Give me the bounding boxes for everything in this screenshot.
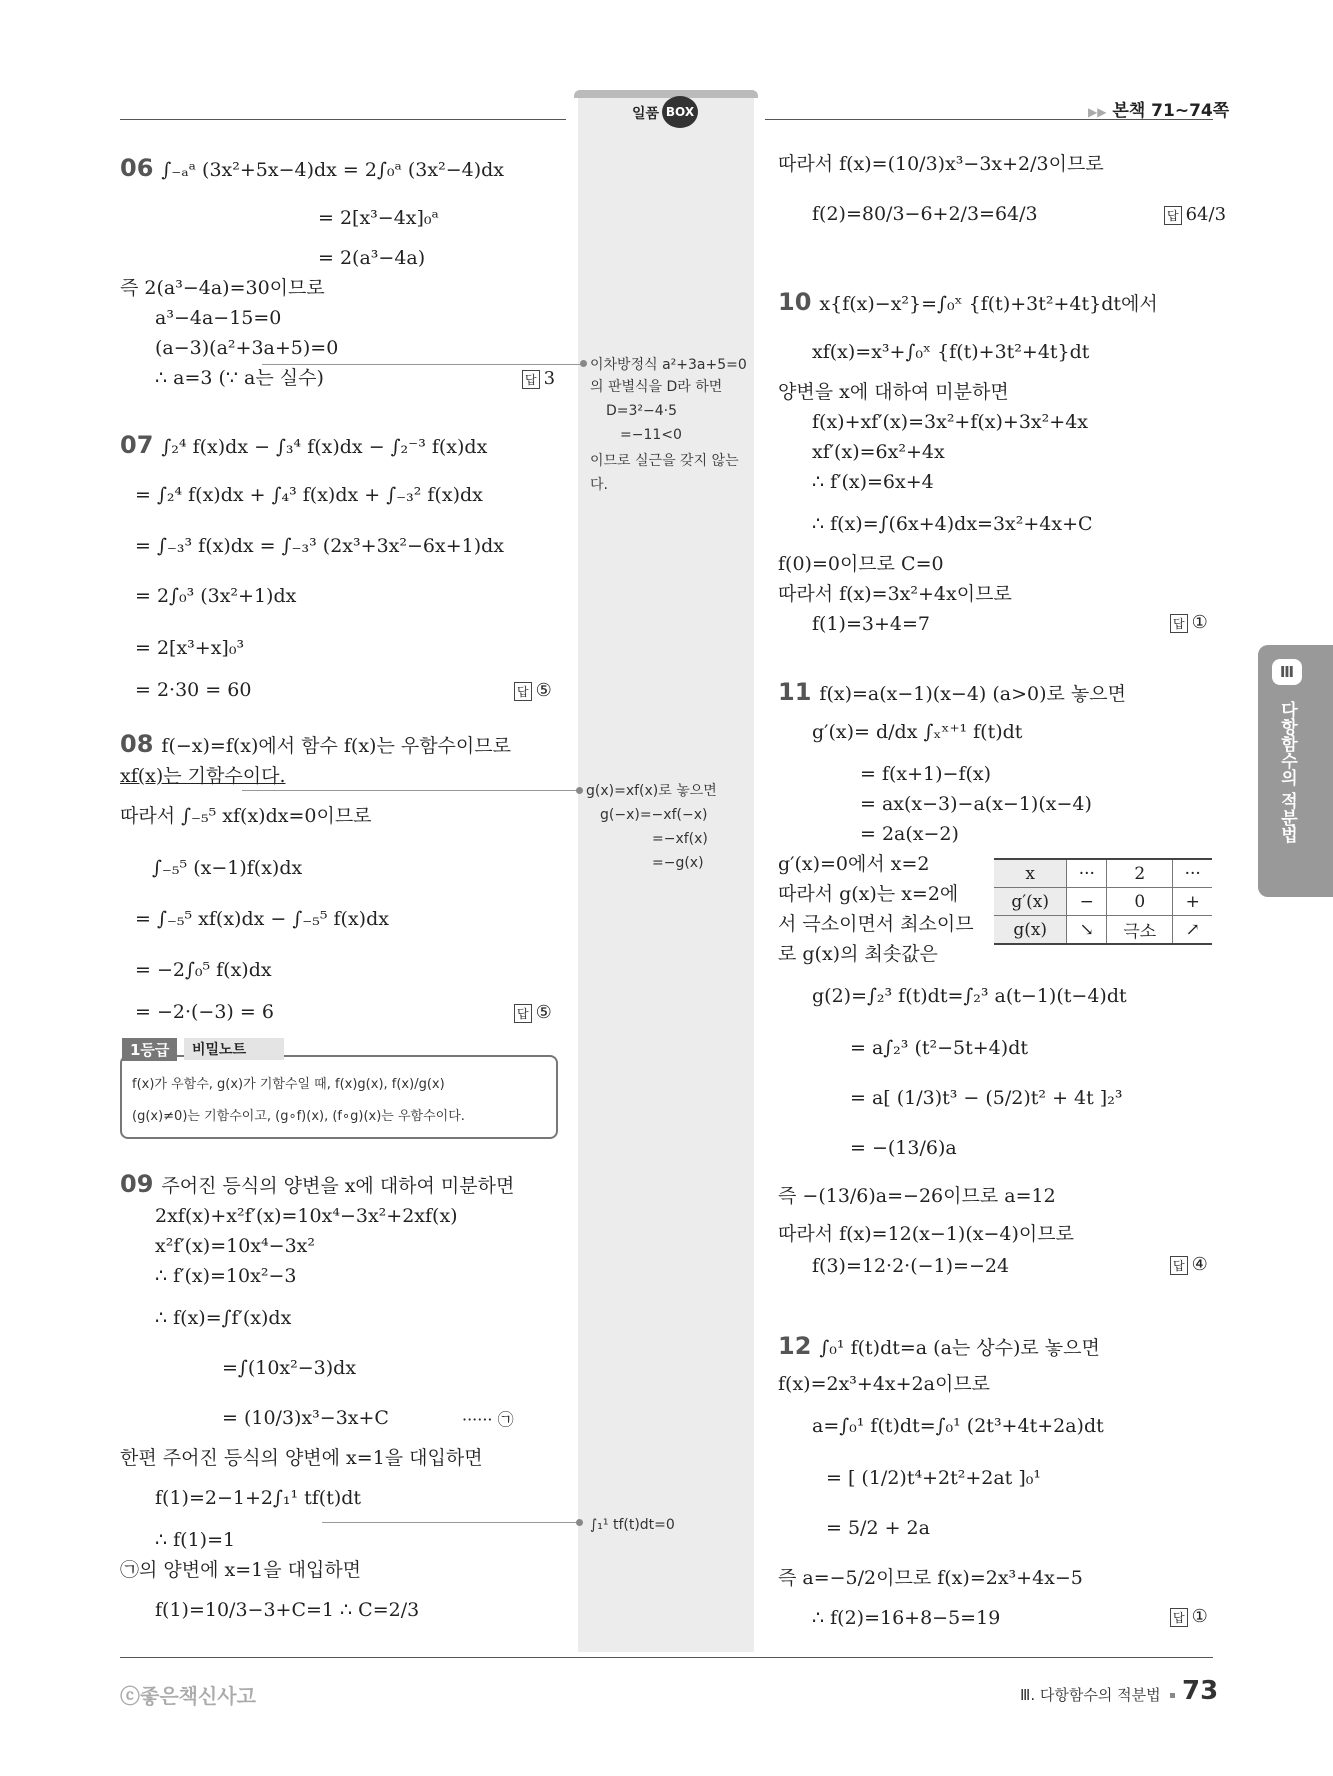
secret-note-line-2: (g(x)≠0)는 기함수이고, (g∘f)(x), (f∘g)(x)는 우함수이다. (132, 1109, 465, 1124)
p09-line-6: = (10/3)x³−3x+C (222, 1407, 389, 1429)
p07-line-3: = 2∫₀³ (3x²+1)dx (135, 585, 297, 607)
sign-cell: 2 (1107, 859, 1173, 888)
side-tab[interactable] (1258, 645, 1333, 897)
p10-number: 10 (778, 288, 812, 316)
side-note-2-line-2: =−xf(x) (652, 831, 708, 847)
p09-connector (322, 1522, 582, 1523)
p06-line-3: 즉 2(a³−4a)=30이므로 (120, 277, 325, 299)
secret-note-grade: 1등급 (122, 1038, 177, 1061)
p09-line-10: ㉠의 양변에 x=1을 대입하면 (120, 1559, 362, 1581)
secret-note-title: 비밀노트 (184, 1038, 284, 1060)
p10-line-3: f(x)+xf′(x)=3x²+f(x)+3x²+4x (812, 411, 1088, 433)
page-ref-prefix: 본책 (1112, 101, 1146, 121)
p11-line-7: 서 극소이면서 최소이므 (778, 913, 974, 935)
p08-number: 08 (120, 730, 154, 758)
p06-line-0: 06 ∫₋ₐᵃ (3x²+5x−4)dx = 2∫₀ᵃ (3x²−4)dx (120, 154, 504, 182)
p09-line-7: 한편 주어진 등식의 양변에 x=1을 대입하면 (120, 1447, 483, 1469)
p09b-answer: 답 64/3 (1164, 204, 1226, 225)
note1-dot (580, 360, 587, 367)
p12-line-1: f(x)=2x³+4x+2a이므로 (778, 1373, 991, 1395)
page-ref-pages: 71~74쪽 (1151, 101, 1230, 121)
p11-line-2: = f(x+1)−f(x) (860, 763, 992, 785)
p11-line-15: f(3)=12·2·(−1)=−24 (812, 1255, 1010, 1277)
p07-number: 07 (120, 431, 154, 459)
sign-cell: − (1067, 888, 1107, 916)
side-note-1-line-4: 이므로 실근을 갖지 않는 (590, 453, 739, 469)
answer-mark-icon: 답 (514, 1004, 532, 1023)
p07-line-4: = 2[x³+x]₀³ (135, 637, 245, 659)
p11-line-5: g′(x)=0에서 x=2 (778, 853, 930, 875)
p06-line-5: (a−3)(a²+3a+5)=0 (155, 337, 339, 359)
p11-line-12: = −(13/6)a (850, 1137, 957, 1159)
p11-line-4: = 2a(x−2) (860, 823, 959, 845)
sign-table-row (994, 859, 1212, 888)
footer-line (120, 1657, 1213, 1658)
side-note-1-line-0: 이차방정식 a²+3a+5=0 (590, 357, 747, 373)
p09b-line-1: f(2)=80/3−6+2/3=64/3 (812, 203, 1038, 225)
sign-cell: 극소 (1107, 916, 1173, 945)
p09-number: 09 (120, 1170, 154, 1198)
p06-line-1: = 2[x³−4x]₀ᵃ (318, 207, 439, 229)
answer-mark-icon: 답 (522, 370, 540, 389)
p08-line-1: xf(x)는 기함수이다. (120, 765, 286, 787)
p07-line-1: = ∫₂⁴ f(x)dx + ∫₄³ f(x)dx + ∫₋₃² f(x)dx (135, 484, 483, 506)
side-note-1-line-3: =−11<0 (620, 427, 682, 443)
side-tab-roman: Ⅲ (1272, 659, 1302, 685)
box-label: 일품 (632, 106, 660, 122)
p06-line-6: ∴ a=3 (∵ a는 실수) (155, 367, 324, 389)
p09-mark: ······ ㉠ (462, 1410, 514, 1429)
side-note-2-line-1: g(−x)=−xf(−x) (600, 807, 708, 823)
note2-dot (576, 787, 583, 794)
p08-line-6: = −2·(−3) = 6 (135, 1001, 274, 1023)
p12-answer: 답 ① (1170, 1606, 1208, 1627)
answer-mark-icon: 답 (1170, 1256, 1188, 1275)
p08-line-5: = −2∫₀⁵ f(x)dx (135, 959, 272, 981)
p09b-line-0: 따라서 f(x)=(10/3)x³−3x+2/3이므로 (778, 153, 1104, 175)
note3-dot (576, 1519, 583, 1526)
sign-cell: g(x) (994, 916, 1067, 945)
p08-connector (242, 790, 582, 791)
p10-answer: 답 ① (1170, 612, 1208, 633)
footer-separator (1170, 1693, 1175, 1698)
p11-line-10: = a∫₂³ (t²−5t+4)dt (850, 1037, 1028, 1059)
p07-line-2: = ∫₋₃³ f(x)dx = ∫₋₃³ (2x³+3x²−6x+1)dx (135, 535, 505, 557)
p06-line-2: = 2(a³−4a) (318, 247, 426, 269)
p08-line-0: 08 f(−x)=f(x)에서 함수 f(x)는 우함수이므로 (120, 730, 511, 758)
sign-cell: ··· (1067, 859, 1107, 888)
sign-cell: ↘ (1067, 916, 1107, 945)
header-line-left (120, 119, 566, 120)
sign-cell: g′(x) (994, 888, 1067, 916)
box-badge: BOX (662, 96, 698, 128)
p12-line-5: 즉 a=−5/2이므로 f(x)=2x³+4x−5 (778, 1567, 1083, 1589)
page-ref: ▶▶ 본책 71~74쪽 (1088, 101, 1230, 121)
p11-number: 11 (778, 678, 812, 706)
p09-line-4: ∴ f(x)=∫f′(x)dx (155, 1307, 292, 1329)
p09-line-11: f(1)=10/3−3+C=1 ∴ C=2/3 (155, 1599, 420, 1621)
p10-line-7: f(0)=0이므로 C=0 (778, 553, 944, 575)
p07-answer: 답 ⑤ (514, 680, 552, 701)
p11-line-8: 로 g(x)의 최솟값은 (778, 943, 938, 965)
side-tab-title: 다항함수의 적분법 (1277, 701, 1297, 843)
p10-line-6: ∴ f(x)=∫(6x+4)dx=3x²+4x+C (812, 513, 1093, 535)
publisher-logo: ⓒ좋은책신사고 (120, 1684, 256, 1708)
side-note-3: ∫₁¹ tf(t)dt=0 (590, 1517, 675, 1533)
sign-cell: ↗ (1173, 916, 1212, 945)
p12-line-3: = [ (1/2)t⁴+2t²+2at ]₀¹ (826, 1467, 1041, 1489)
p07-line-5: = 2·30 = 60 (135, 679, 252, 701)
p09-line-9: ∴ f(1)=1 (155, 1529, 236, 1551)
p12-number: 12 (778, 1332, 812, 1360)
side-note-1-line-2: D=3²−4·5 (606, 403, 678, 419)
footer-chapter: Ⅲ. 다항함수의 적분법 (1020, 1686, 1161, 1704)
p12-line-0: 12 ∫₀¹ f(t)dt=a (a는 상수)로 놓으면 (778, 1332, 1100, 1360)
p08-line-2: 따라서 ∫₋₅⁵ xf(x)dx=0이므로 (120, 805, 372, 827)
sign-cell: 0 (1107, 888, 1173, 916)
p06-connector (262, 364, 582, 365)
p12-line-2: a=∫₀¹ f(t)dt=∫₀¹ (2t³+4t+2a)dt (812, 1415, 1104, 1437)
p06-line-4: a³−4a−15=0 (155, 307, 282, 329)
sign-table-row (994, 888, 1212, 916)
p08-line-3: ∫₋₅⁵ (x−1)f(x)dx (152, 857, 303, 879)
side-note-2-line-0: g(x)=xf(x)로 놓으면 (586, 783, 717, 799)
p11-line-9: g(2)=∫₂³ f(t)dt=∫₂³ a(t−1)(t−4)dt (812, 985, 1127, 1007)
p11-answer: 답 ④ (1170, 1254, 1208, 1275)
p07-line-0: 07 ∫₂⁴ f(x)dx − ∫₃⁴ f(x)dx − ∫₂⁻³ f(x)dx (120, 431, 488, 459)
p12-line-6: ∴ f(2)=16+8−5=19 (812, 1607, 1001, 1629)
sign-cell: ··· (1173, 859, 1212, 888)
secret-note-line-1: f(x)가 우함수, g(x)가 기함수일 때, f(x)g(x), f(x)/g(x) (132, 1077, 445, 1092)
p09-line-0: 09 주어진 등식의 양변을 x에 대하여 미분하면 (120, 1170, 515, 1198)
side-note-1-line-5: 다. (590, 477, 608, 493)
p11-line-14: 따라서 f(x)=12(x−1)(x−4)이므로 (778, 1223, 1074, 1245)
sign-table (994, 858, 1212, 945)
p10-line-5: ∴ f′(x)=6x+4 (812, 471, 934, 493)
p10-line-0: 10 x{f(x)−x²}=∫₀ˣ {f(t)+3t²+4t}dt에서 (778, 288, 1158, 316)
p10-line-2: 양변을 x에 대하여 미분하면 (778, 381, 1009, 403)
p09-line-8: f(1)=2−1+2∫₁¹ tf(t)dt (155, 1487, 362, 1509)
answer-mark-icon: 답 (1164, 206, 1182, 225)
p10-line-8: 따라서 f(x)=3x²+4x이므로 (778, 583, 1012, 605)
p11-line-0: 11 f(x)=a(x−1)(x−4) (a>0)로 놓으면 (778, 678, 1126, 706)
sign-table-row (994, 916, 1212, 945)
p12-line-4: = 5/2 + 2a (826, 1517, 930, 1539)
p06-number: 06 (120, 154, 154, 182)
center-tab-top (574, 90, 758, 98)
p08-line-4: = ∫₋₅⁵ xf(x)dx − ∫₋₅⁵ f(x)dx (135, 908, 389, 930)
p09-line-1: 2xf(x)+x²f′(x)=10x⁴−3x²+2xf(x) (155, 1205, 458, 1227)
p08-answer: 답 ⑤ (514, 1002, 552, 1023)
answer-mark-icon: 답 (1170, 614, 1188, 633)
p11-line-6: 따라서 g(x)는 x=2에 (778, 883, 959, 905)
answer-mark-icon: 답 (1170, 1608, 1188, 1627)
p10-line-9: f(1)=3+4=7 (812, 613, 930, 635)
answer-mark-icon: 답 (514, 682, 532, 701)
side-note-2-line-3: =−g(x) (652, 855, 704, 871)
p11-line-3: = ax(x−3)−a(x−1)(x−4) (860, 793, 1092, 815)
p09-line-3: ∴ f′(x)=10x²−3 (155, 1265, 297, 1287)
p06-answer: 답 3 (522, 368, 555, 389)
sign-cell: x (994, 859, 1067, 888)
p11-line-13: 즉 −(13/6)a=−26이므로 a=12 (778, 1185, 1056, 1207)
p10-line-1: xf(x)=x³+∫₀ˣ {f(t)+3t²+4t}dt (812, 341, 1090, 363)
p09-line-2: x²f′(x)=10x⁴−3x² (155, 1235, 315, 1257)
page-number: 73 (1182, 1676, 1219, 1706)
sign-cell: + (1173, 888, 1212, 916)
p09-line-5: =∫(10x²−3)dx (222, 1357, 357, 1379)
p11-line-1: g′(x)= d/dx ∫ₓˣ⁺¹ f(t)dt (812, 721, 1023, 743)
side-note-1-line-1: 의 판별식을 D라 하면 (590, 379, 723, 395)
p11-line-11: = a[ (1/3)t³ − (5/2)t² + 4t ]₂³ (850, 1087, 1123, 1109)
p10-line-4: xf′(x)=6x²+4x (812, 441, 945, 463)
